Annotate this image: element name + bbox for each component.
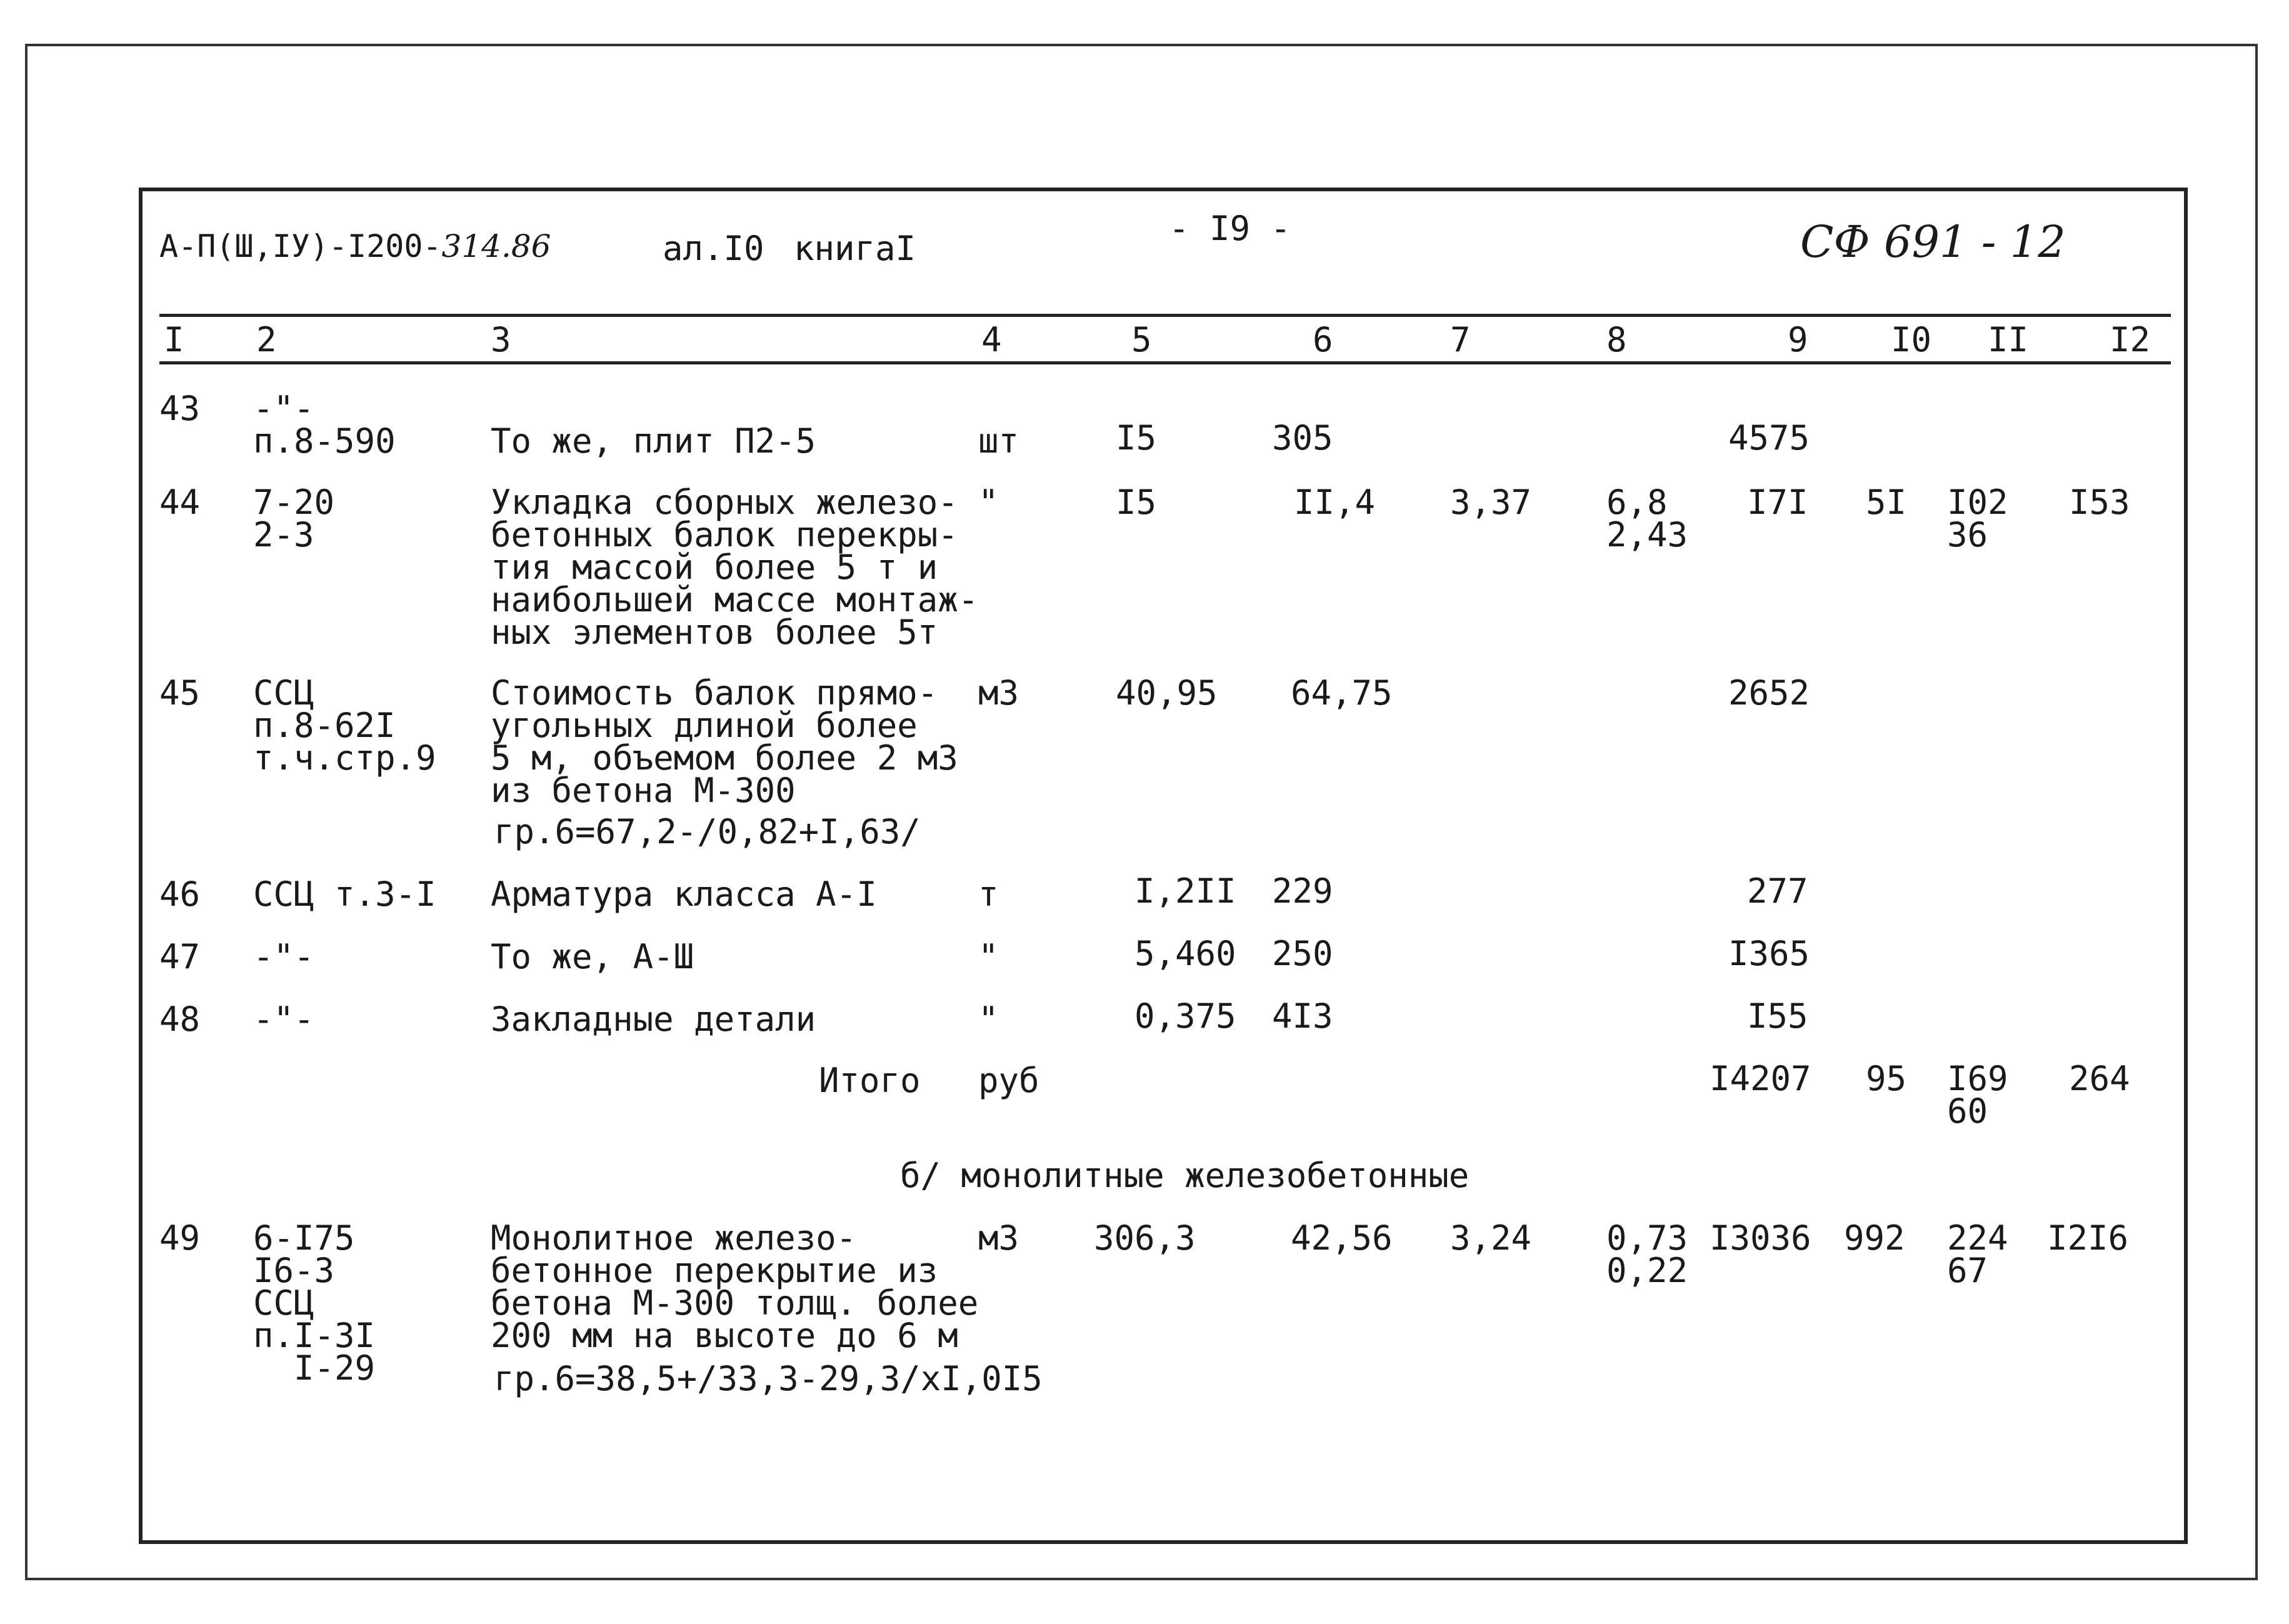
row45-description: Стоимость балок прямо- угольных длиной более 5 м, объемом более 2 м3 из бетона М-300 — [491, 673, 958, 810]
row48-description: Закладные детали — [491, 1000, 816, 1039]
col-header-8: 8 — [1606, 320, 1627, 359]
row45-col9: 2652 — [1728, 673, 1810, 713]
row44-col12: I53 — [2069, 483, 2130, 522]
row48-number: 48 — [159, 1000, 201, 1039]
col-header-5: 5 — [1131, 320, 1152, 359]
row45-number: 45 — [159, 673, 201, 713]
row48-unit: " — [978, 1000, 999, 1039]
row48-col9: I55 — [1747, 996, 1808, 1036]
row48-quantity: 0,375 — [1134, 996, 1236, 1036]
total-unit: руб — [978, 1061, 1039, 1100]
row46-unit: т — [978, 875, 999, 914]
row49-col10: 992 — [1844, 1218, 1905, 1258]
col-header-6: 6 — [1313, 320, 1333, 359]
row44-unit: " — [978, 483, 999, 522]
row47-number: 47 — [159, 937, 201, 976]
col-header-10: I0 — [1891, 320, 1932, 359]
row43-number: 43 — [159, 389, 201, 428]
row47-unit: " — [978, 937, 999, 976]
document-code-prefix: А-П(Ш,IУ)-I200- — [159, 228, 442, 264]
row49-col7: 3,24 — [1450, 1218, 1532, 1258]
row45-quantity: 40,95 — [1116, 673, 1218, 713]
col-header-11: II — [1988, 320, 2029, 359]
row49-description: Монолитное железо- бетонное перекрытие из бетона М-300 толщ. более 200 мм на высоте до 6 м — [491, 1218, 979, 1355]
row43-quantity: I5 — [1116, 418, 1157, 458]
row46-price: 229 — [1272, 871, 1333, 911]
header-rule-bottom — [159, 361, 2171, 364]
row47-quantity: 5,460 — [1134, 934, 1236, 973]
row44-col10: 5I — [1866, 483, 1907, 522]
row44-col8: 6,8 2,43 — [1606, 483, 1688, 554]
row49-col9: I3036 — [1710, 1218, 1811, 1258]
row44-reference: 7-20 2-3 — [253, 483, 335, 554]
row44-price: II,4 — [1294, 483, 1376, 522]
row45-unit: м3 — [978, 673, 1019, 713]
book-label: книгаI — [794, 229, 916, 268]
row43-reference: -"- п.8-590 — [253, 389, 396, 461]
document-code-handwritten: 314.86 — [441, 228, 551, 264]
row49-quantity: 306,3 — [1094, 1218, 1196, 1258]
row45-price: 64,75 — [1291, 673, 1393, 713]
row44-col7: 3,37 — [1450, 483, 1532, 522]
row48-price: 4I3 — [1272, 996, 1333, 1036]
row49-col8: 0,73 0,22 — [1606, 1218, 1688, 1290]
row49-price: 42,56 — [1291, 1218, 1393, 1258]
album-label: ал.I0 — [663, 229, 764, 268]
page-number: - I9 - — [1169, 209, 1291, 248]
row44-description: Укладка сборных железо- бетонных балок перекры- тия массой более 5 т и наибольшей массе монтаж- ных элементов более 5т — [491, 483, 979, 652]
section-heading: б/ монолитные железобетонные — [900, 1156, 1470, 1195]
col-header-4: 4 — [981, 320, 1002, 359]
document-code — [159, 230, 551, 263]
row47-price: 250 — [1272, 934, 1333, 973]
row46-col9: 277 — [1747, 871, 1808, 911]
row49-formula: гр.6=38,5+/33,3-29,3/хI,0I5 — [494, 1359, 1043, 1398]
row45-reference: ССЦ п.8-62I т.ч.стр.9 — [253, 673, 436, 778]
row44-col9: I7I — [1747, 483, 1808, 522]
total-col10: 95 — [1866, 1059, 1907, 1098]
col-header-2: 2 — [256, 320, 277, 359]
col-header-1: I — [164, 320, 184, 359]
row49-col11: 224 67 — [1947, 1218, 2008, 1290]
row45-formula: гр.6=67,2-/0,82+I,63/ — [494, 812, 921, 851]
col-header-12: I2 — [2110, 320, 2151, 359]
inner-frame — [139, 188, 2188, 1544]
row49-unit: м3 — [978, 1218, 1019, 1258]
row43-description: То же, плит П2-5 — [491, 421, 816, 461]
row46-quantity: I,2II — [1134, 871, 1236, 911]
row48-reference: -"- — [253, 1000, 314, 1039]
row47-description: То же, А-Ш — [491, 937, 694, 976]
row46-number: 46 — [159, 875, 201, 914]
total-label: Итого — [819, 1061, 921, 1100]
total-col9: I4207 — [1710, 1059, 1811, 1098]
row46-reference: ССЦ т.3-I — [253, 875, 436, 914]
row49-col12: I2I6 — [2047, 1218, 2129, 1258]
total-col11: I69 60 — [1947, 1059, 2008, 1131]
stamp-code: СФ 691 - 12 — [1800, 216, 2066, 268]
row43-col9: 4575 — [1728, 418, 1810, 458]
col-header-7: 7 — [1450, 320, 1471, 359]
total-col12: 264 — [2069, 1059, 2130, 1098]
row44-quantity: I5 — [1116, 483, 1157, 522]
row46-description: Арматура класса А-I — [491, 875, 877, 914]
col-header-3: 3 — [491, 320, 511, 359]
row47-col9: I365 — [1728, 934, 1810, 973]
row43-unit: шт — [978, 421, 1019, 461]
row44-number: 44 — [159, 483, 201, 522]
header-rule-top — [159, 314, 2171, 317]
row44-col11: I02 36 — [1947, 483, 2008, 554]
row49-number: 49 — [159, 1218, 201, 1258]
row47-reference: -"- — [253, 937, 314, 976]
row49-reference: 6-I75 I6-3 ССЦ п.I-3I I-29 — [253, 1218, 376, 1388]
row43-price: 305 — [1272, 418, 1333, 458]
col-header-9: 9 — [1788, 320, 1808, 359]
